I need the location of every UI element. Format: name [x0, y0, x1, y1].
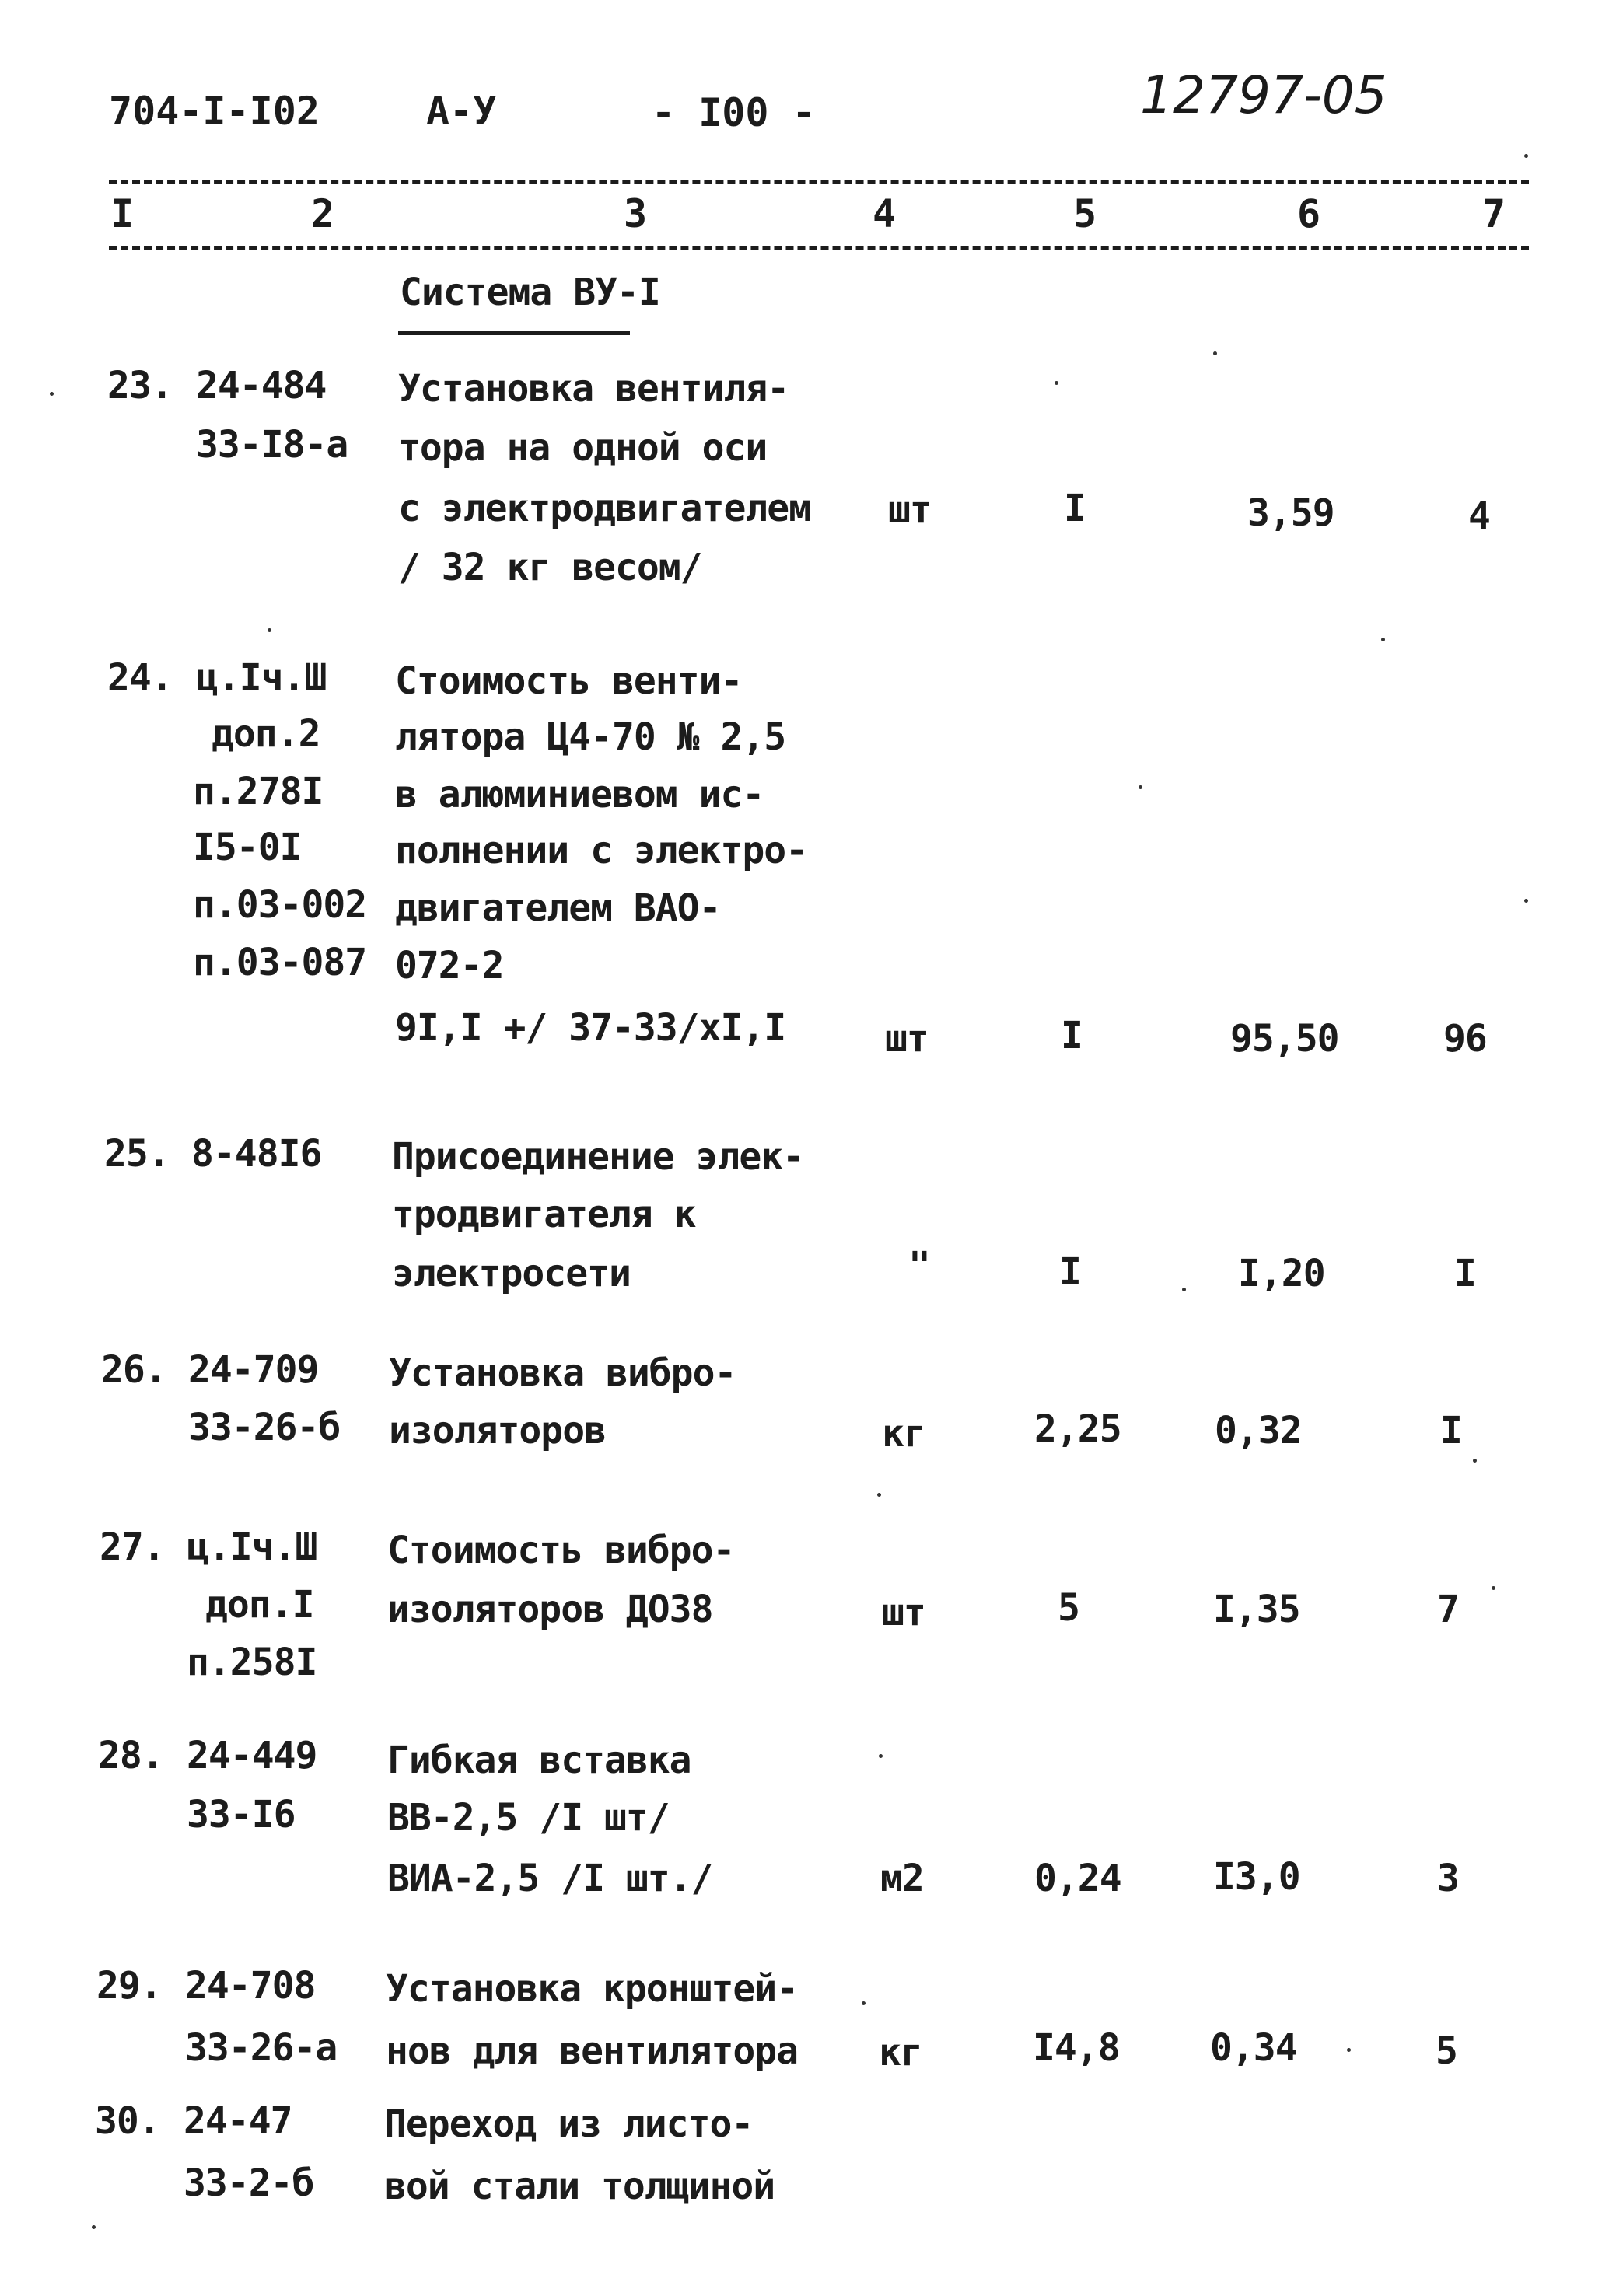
description-line: в алюминиевом ис- — [395, 773, 764, 816]
inventory-number: 12797-05 — [1140, 65, 1387, 125]
dashed-rule-top — [109, 180, 1529, 184]
album-code: А-У — [426, 89, 497, 134]
price-code: п.03-002 — [193, 883, 367, 927]
unit-price: 3,59 — [1247, 491, 1334, 535]
row-number: 25. — [104, 1132, 170, 1176]
price-code: п.258I — [187, 1641, 317, 1684]
description-line: / 32 кг весом/ — [398, 546, 702, 589]
quantity: I — [1061, 1014, 1083, 1057]
quantity: I — [1064, 487, 1086, 530]
column-number: 3 — [624, 191, 648, 236]
price-code: 24-709 — [188, 1348, 319, 1392]
total: 96 — [1443, 1017, 1487, 1061]
unit: кг — [879, 2031, 922, 2074]
description-line: изоляторов ДО38 — [387, 1588, 713, 1631]
description-line: Присоединение элек- — [392, 1135, 805, 1179]
price-code: 33-I8-а — [196, 423, 348, 467]
description-line: Установка кронштей- — [386, 1967, 799, 2011]
price-code: 8-48I6 — [191, 1132, 322, 1176]
unit: кг — [882, 1412, 925, 1456]
quantity: 2,25 — [1034, 1407, 1121, 1451]
row-number: 26. — [101, 1348, 166, 1392]
scan-speck — [1182, 1288, 1186, 1291]
scan-speck — [1213, 351, 1217, 355]
scan-speck — [1524, 899, 1528, 903]
column-number: 5 — [1073, 191, 1097, 236]
column-number: 4 — [873, 191, 897, 236]
description-line: двигателем ВАО- — [395, 886, 721, 930]
row-number: 23. — [107, 364, 173, 407]
description-line: тродвигателя к — [392, 1193, 696, 1236]
price-code: I5-0I — [193, 826, 302, 869]
description-line: Переход из листо- — [384, 2102, 754, 2146]
quantity: I4,8 — [1033, 2026, 1120, 2070]
description-line: Стоимость венти- — [395, 659, 743, 703]
price-code: 33-I6 — [187, 1793, 296, 1836]
price-code: 33-26-а — [185, 2026, 338, 2070]
description-line: электросети — [392, 1252, 631, 1295]
row-number: 30. — [95, 2099, 160, 2143]
unit-price: I,20 — [1238, 1252, 1325, 1295]
total: 5 — [1436, 2029, 1457, 2073]
price-code: п.278I — [193, 770, 324, 813]
unit: шт — [885, 1017, 929, 1061]
scan-speck — [1473, 1459, 1477, 1463]
unit-price: 95,50 — [1230, 1017, 1339, 1061]
scan-speck — [50, 392, 54, 396]
description-line: ВИА-2,5 /I шт./ — [387, 1857, 713, 1900]
description-line: Стоимость вибро- — [387, 1529, 735, 1572]
price-code: доп.2 — [212, 712, 320, 756]
price-code: 33-2-б — [184, 2161, 314, 2205]
scan-speck — [862, 2001, 866, 2005]
description-line: 072-2 — [395, 944, 504, 987]
quantity: 5 — [1058, 1586, 1079, 1630]
total: 3 — [1437, 1857, 1459, 1900]
unit: " — [908, 1244, 930, 1288]
description-line: вой стали толщиной — [384, 2165, 775, 2208]
dashed-rule-columns — [109, 246, 1529, 250]
description-line: тора на одной оси — [398, 426, 768, 470]
description-line: Установка вентиля- — [398, 367, 789, 411]
unit-price: 0,34 — [1210, 2026, 1297, 2070]
column-number: 7 — [1482, 191, 1506, 236]
unit-price: 0,32 — [1215, 1409, 1302, 1452]
price-code: п.03-087 — [193, 941, 367, 984]
price-code: 24-47 — [184, 2099, 292, 2143]
description-line: нов для вентилятора — [386, 2029, 799, 2073]
scan-speck — [1524, 154, 1528, 158]
scan-speck — [1347, 2048, 1351, 2052]
price-code: ц.Iч.Ш — [187, 1525, 317, 1569]
scan-speck — [1381, 638, 1385, 641]
doc-code: 704-I-I02 — [109, 89, 320, 134]
price-code: 24-708 — [185, 1964, 316, 2008]
unit-price: I,35 — [1213, 1588, 1300, 1631]
row-number: 27. — [100, 1525, 165, 1569]
price-code: 33-26-б — [188, 1406, 341, 1449]
section-title: Система ВУ-I — [400, 271, 660, 314]
description-line: Установка вибро- — [389, 1351, 736, 1395]
scan-speck — [879, 1754, 883, 1758]
price-code: 24-449 — [187, 1734, 317, 1777]
scan-speck — [877, 1493, 881, 1497]
unit: м2 — [880, 1857, 924, 1900]
unit: шт — [882, 1591, 925, 1634]
row-number: 29. — [96, 1964, 162, 2008]
scan-speck — [92, 2225, 96, 2229]
description-line: с электродвигателем — [398, 487, 811, 530]
price-code: доп.I — [205, 1583, 314, 1627]
total: I — [1454, 1252, 1476, 1295]
column-number: I — [110, 191, 135, 236]
total: I — [1440, 1409, 1462, 1452]
scan-speck — [1492, 1586, 1495, 1590]
quantity: 0,24 — [1034, 1857, 1121, 1900]
description-line: 9I,I +/ 37-33/хI,I — [395, 1006, 786, 1050]
total: 7 — [1437, 1588, 1459, 1631]
total: 4 — [1468, 494, 1490, 538]
unit-price: I3,0 — [1213, 1855, 1300, 1899]
scan-speck — [268, 628, 271, 632]
column-number: 6 — [1297, 191, 1321, 236]
price-code: ц.Iч.Ш — [196, 656, 327, 700]
section-title-underline — [398, 331, 630, 335]
scan-speck — [1139, 785, 1142, 789]
row-number: 24. — [107, 656, 173, 700]
quantity: I — [1059, 1250, 1081, 1294]
description-line: ВВ-2,5 /I шт/ — [387, 1796, 670, 1840]
column-number: 2 — [311, 191, 335, 236]
scan-speck — [1055, 381, 1058, 385]
description-line: Гибкая вставка — [387, 1739, 691, 1782]
description-line: лятора Ц4-70 № 2,5 — [395, 715, 786, 759]
page-number: - I00 - — [652, 90, 816, 135]
price-code: 24-484 — [196, 364, 327, 407]
description-line: изоляторов — [389, 1409, 606, 1452]
description-line: полнении с электро- — [395, 829, 808, 872]
row-number: 28. — [98, 1734, 163, 1777]
unit: шт — [888, 488, 932, 532]
